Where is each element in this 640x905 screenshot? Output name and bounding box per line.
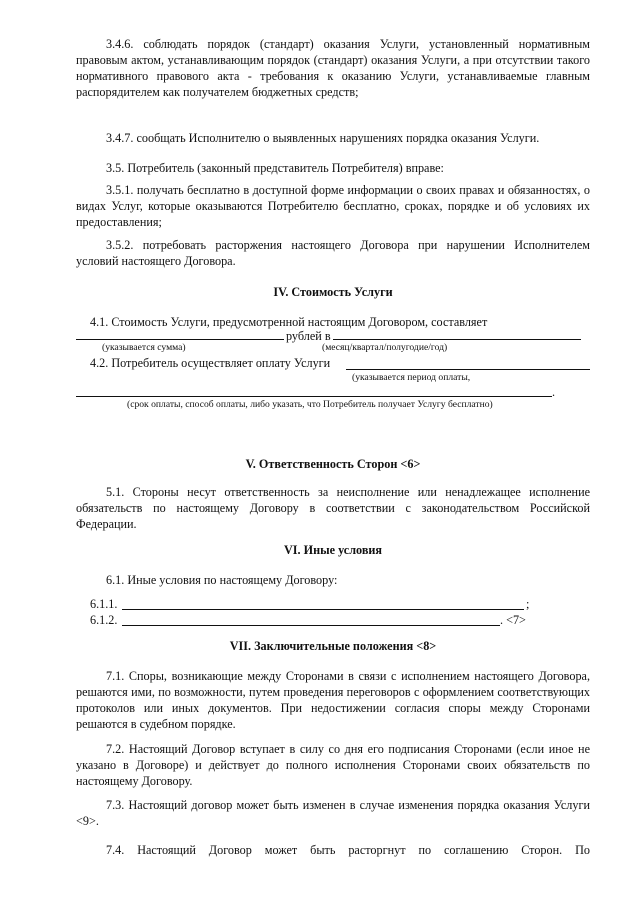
clause-3-4-6: 3.4.6. соблюдать порядок (стандарт) оказания Услуги, установленный нормативным правовым актом, устанавливающим порядок (стандарт) оказания Услуги, а при отсутствии такого нормативного правового акта - требования к оказанию Услуги, устанавливаемые главным распорядителем как получателем бюджетных средств; xyxy=(76,37,590,99)
section-6-title: VI. Иные условия xyxy=(283,543,383,557)
item-6-1-1-blank xyxy=(122,609,524,610)
item-6-1-1-end: ; xyxy=(526,597,530,611)
clause-7-4: 7.4. Настоящий Договор может быть расторгнут по соглашению Сторон. По xyxy=(106,843,590,857)
pay-period-blank xyxy=(346,369,590,370)
item-6-1-2-end: . <7> xyxy=(500,613,526,627)
clause-4-2: 4.2. Потребитель осуществляет оплату Услуги xyxy=(90,356,331,370)
section-4-title: IV. Стоимость Услуги xyxy=(273,285,393,299)
clause-3-4-7: 3.4.7. сообщать Исполнителю о выявленных нарушениях порядка оказания Услуги. xyxy=(106,131,540,145)
clause-5-1: 5.1. Стороны несут ответственность за неисполнение или ненадлежащее исполнение обязательств по настоящему Договору в соответствии с законодательством Российской Федерации. xyxy=(76,485,590,531)
sum-blank xyxy=(76,339,284,340)
section-5-title: V. Ответственность Сторон <6> xyxy=(245,457,421,471)
pay-terms-end: . xyxy=(552,385,556,399)
clause-7-2: 7.2. Настоящий Договор вступает в силу со дня его подписания Сторонами (если иное не указано в Договоре) и действует до полного исполнения Сторонами своих обязательств по настоящему Договору. xyxy=(76,742,590,788)
hint-pay-period: (указывается период оплаты, xyxy=(352,372,471,383)
clause-4-1: 4.1. Стоимость Услуги, предусмотренной настоящим Договором, составляет xyxy=(90,315,488,329)
pay-terms-blank xyxy=(76,396,552,397)
clause-3-5-1: 3.5.1. получать бесплатно в доступной форме информации о своих правах и обязанностях, о видах Услуг, которые оказываются Потребителю бесплатно, сроках, порядке и об условиях их предоставления; xyxy=(76,183,590,229)
item-6-1-1-label: 6.1.1. xyxy=(90,597,118,611)
clause-3-5-2: 3.5.2. потребовать расторжения настоящего Договора при нарушении Исполнителем условий настоящего Договора. xyxy=(76,238,590,268)
hint-pay-terms: (срок оплаты, способ оплаты, либо указать, что Потребитель получает Услугу бесплатно) xyxy=(127,399,493,410)
rubles-in-label: рублей в xyxy=(286,329,331,343)
clause-7-1: 7.1. Споры, возникающие между Сторонами в связи с исполнением настоящего Договора, решаются ими, по возможности, путем проведения переговоров с оформлением соответствующих протоколов или иных документов. При недостижении согласия споры между Сторонами решаются в судебном порядке. xyxy=(76,669,590,731)
clause-6-1: 6.1. Иные условия по настоящему Договору: xyxy=(106,573,338,587)
period-blank xyxy=(333,339,581,340)
clause-7-3: 7.3. Настоящий договор может быть изменен в случае изменения порядка оказания Услуги <9>. xyxy=(76,798,590,828)
item-6-1-2-label: 6.1.2. xyxy=(90,613,118,627)
hint-period: (месяц/квартал/полугодие/год) xyxy=(322,342,448,353)
section-7-title: VII. Заключительные положения <8> xyxy=(229,639,437,653)
clause-3-5: 3.5. Потребитель (законный представитель Потребителя) вправе: xyxy=(106,161,444,175)
item-6-1-2-blank xyxy=(122,625,500,626)
hint-sum: (указывается сумма) xyxy=(102,342,186,353)
